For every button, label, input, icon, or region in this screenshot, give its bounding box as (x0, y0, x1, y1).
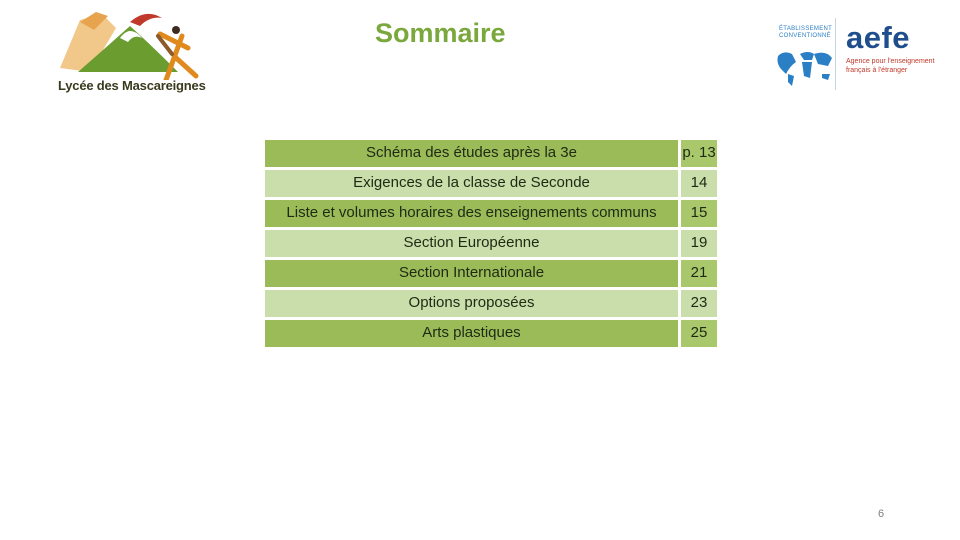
toc-row (265, 260, 717, 287)
toc-row-page: 14 (681, 170, 717, 197)
toc-row-label: Options proposées (265, 290, 678, 317)
table-of-contents (265, 137, 717, 350)
school-emblem-icon (50, 10, 210, 80)
slide-number: 6 (878, 508, 885, 520)
toc-row (265, 140, 717, 167)
toc-row (265, 290, 717, 317)
toc-row-label: Liste et volumes horaires des enseignements communs (265, 200, 678, 227)
lycee-des-mascareignes-logo (50, 10, 210, 100)
toc-row (265, 200, 717, 227)
toc-row-page: 15 (681, 200, 717, 227)
aefe-conventionne-text: ÉTABLISSEMENT CONVENTIONNÉ (779, 26, 833, 39)
toc-row-page: 25 (681, 320, 717, 347)
page-title: Sommaire (375, 18, 506, 48)
aefe-divider (835, 18, 836, 90)
toc-row (265, 170, 717, 197)
toc-row (265, 320, 717, 347)
toc-row (265, 230, 717, 257)
toc-row-page: 19 (681, 230, 717, 257)
toc-row-label: Section Internationale (265, 260, 678, 287)
aefe-logo (772, 18, 937, 90)
toc-row-page: 21 (681, 260, 717, 287)
aefe-tagline: Agence pour l'enseignement français à l'étranger (846, 58, 935, 74)
school-name-text: Lycée des Mascareignes (58, 78, 206, 93)
world-map-icon (774, 48, 836, 88)
aefe-wordmark: aefe (846, 20, 911, 55)
toc-row-label: Section Européenne (265, 230, 678, 257)
toc-row-page: 23 (681, 290, 717, 317)
toc-row-label: Exigences de la classe de Seconde (265, 170, 678, 197)
toc-row-label: Schéma des études après la 3e (265, 140, 678, 167)
toc-row-page: p. 13 (681, 140, 717, 167)
toc-row-label: Arts plastiques (265, 320, 678, 347)
